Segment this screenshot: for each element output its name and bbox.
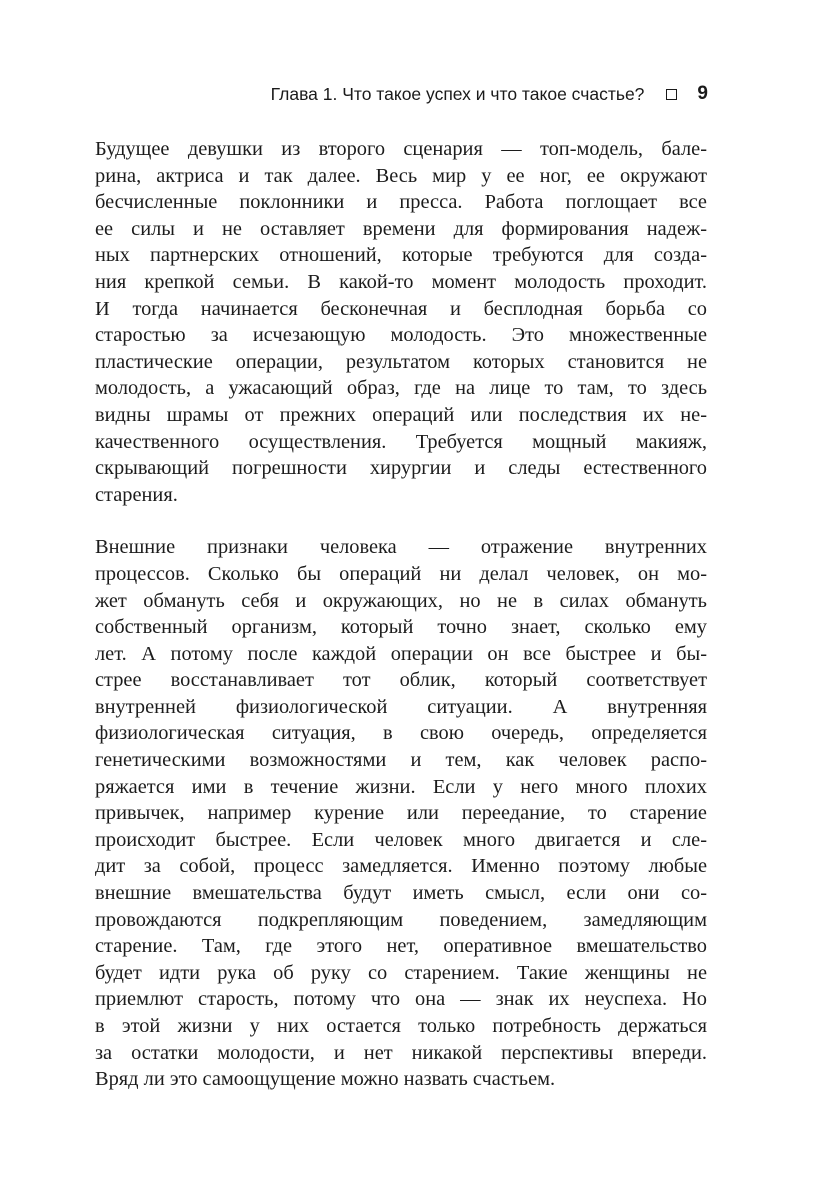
text-line: старения. [95, 483, 178, 506]
running-header [0, 80, 708, 108]
text-line: ее силы и не оставляет времени для формирования надеж- [95, 217, 707, 240]
text-line: ния крепкой семьи. В какой-то момент молодость проходит. [95, 270, 707, 293]
page-number: 9 [697, 83, 708, 104]
text-line: дит за собой, процесс замедляется. Именно поэтому любые [95, 855, 707, 878]
text-line: внешние вмешательства будут иметь смысл, если они со- [95, 882, 707, 905]
text-line: видны шрамы от прежних операций или последствия их не- [95, 403, 707, 426]
text-line: старение. Там, где этого нет, оперативное вмешательство [95, 935, 707, 958]
text-line: внутренней физиологической ситуации. А внутренняя [95, 695, 707, 718]
square-bullet-icon [666, 89, 677, 100]
text-line: приемлют старость, потому что она — знак их неуспеха. Но [95, 988, 707, 1011]
paragraph [95, 136, 707, 508]
text-line: будет идти рука об руку со старением. Такие женщины не [95, 961, 707, 984]
text-line: старостью за исчезающую молодость. Это множественные [95, 324, 707, 347]
text-line: рина, актриса и так далее. Весь мир у ее ног, ее окружают [95, 164, 707, 187]
text-line: ряжается ими в течение жизни. Если у него много плохих [95, 775, 707, 798]
text-line: лет. А потому после каждой операции он все быстрее и бы- [95, 642, 707, 665]
text-line: происходит быстрее. Если человек много двигается и сле- [95, 828, 707, 851]
text-line: качественного осуществления. Требуется мощный макияж, [95, 430, 707, 453]
text-line: жет обмануть себя и окружающих, но не в силах обмануть [95, 589, 707, 612]
text-line: Внешние признаки человека — отражение внутренних [95, 536, 707, 559]
text-line: процессов. Сколько бы операций ни делал человек, он мо- [95, 562, 707, 585]
text-line: физиологическая ситуация, в свою очередь, определяется [95, 722, 707, 745]
text-line: привычек, например курение или переедание, то старение [95, 802, 707, 825]
text-line: Вряд ли это самоощущение можно назвать счастьем. [95, 1068, 556, 1091]
paragraph [95, 534, 707, 1092]
text-line: пластические операции, результатом которых становится не [95, 350, 707, 373]
text-line: в этой жизни у них остается только потребность держаться [95, 1015, 707, 1037]
text-line: ных партнерских отношений, которые требуются для созда- [95, 244, 707, 267]
body-text [95, 136, 707, 1093]
text-line: собственный организм, который точно знает, сколько ему [95, 616, 707, 639]
text-line: Будущее девушки из второго сценария — топ-модель, бале- [95, 138, 707, 160]
text-line: И тогда начинается бесконечная и бесплодная борьба со [95, 297, 707, 320]
text-line: молодость, а ужасающий образ, где на лице то там, то здесь [95, 377, 707, 400]
text-line: генетическими возможностями и тем, как человек распо- [95, 749, 707, 772]
text-line: скрывающий погрешности хирургии и следы естественного [95, 457, 707, 480]
text-line: бесчисленные поклонники и пресса. Работа поглощает все [95, 191, 707, 214]
text-line: за остатки молодости, и нет никакой перспективы впереди. [95, 1041, 707, 1064]
chapter-title: Глава 1. Что такое успех и что такое счастье? [270, 84, 645, 104]
text-line: провождаются подкрепляющим поведением, замедляющим [95, 908, 707, 931]
text-line: стрее восстанавливает тот облик, который соответствует [95, 669, 707, 692]
